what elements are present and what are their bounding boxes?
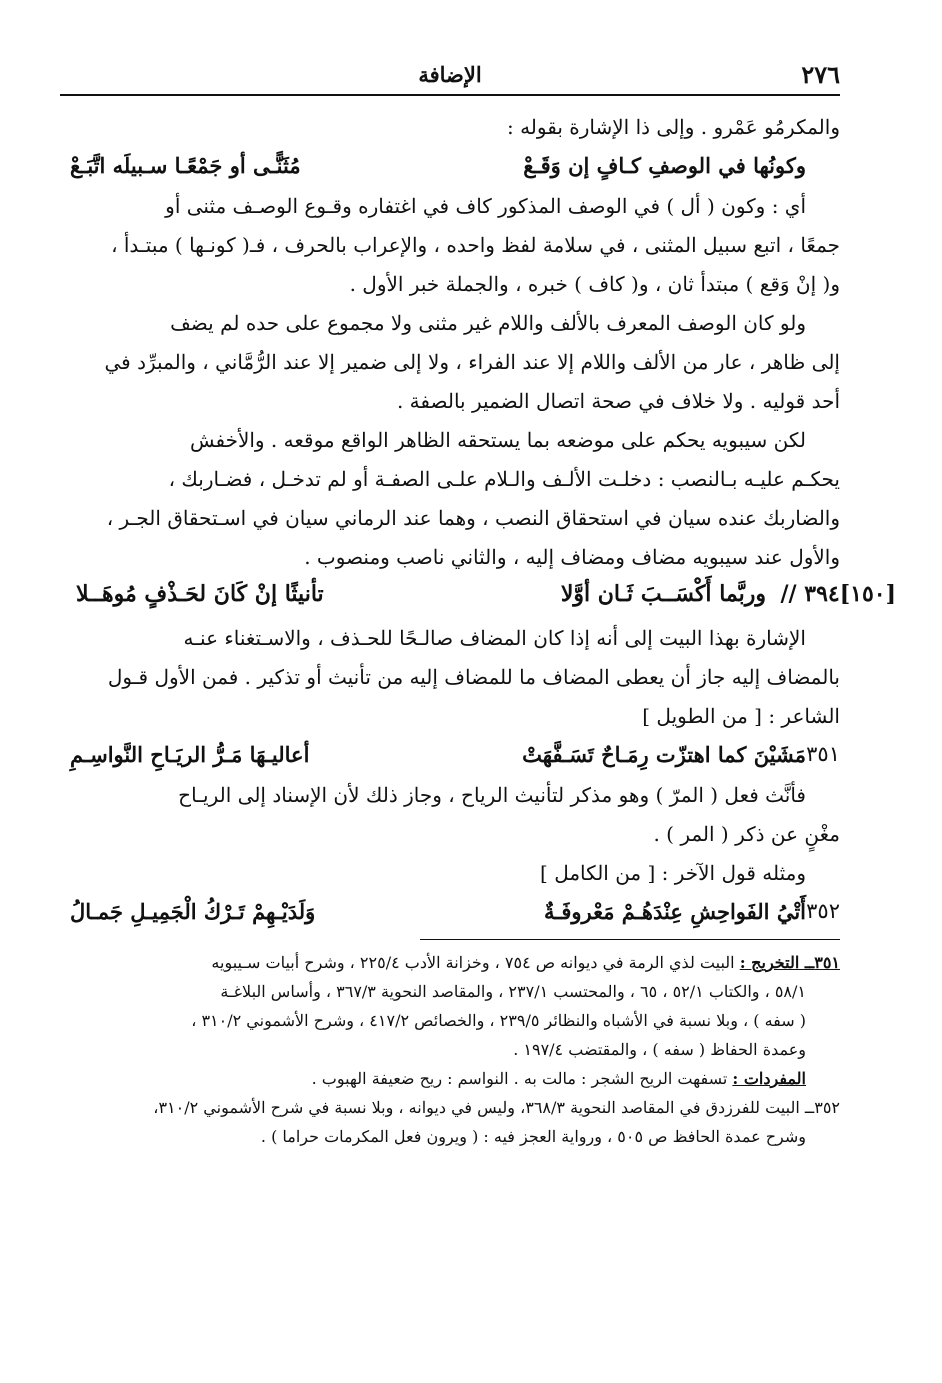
page-number: ٢٧٦ — [801, 60, 840, 89]
para-line: فأنَّث فعل ( المرّ ) وهو مذكر لتأنيث الرياح ، وجاز ذلك لأن الإسناد إلى الريـاح — [178, 783, 806, 807]
verse-first-hemistich: أَتْيُ الفَواحِشِ عِنْدَهُـمْ مَعْروفَـةٌ — [543, 899, 806, 924]
para-line: أحد قوليه . ولا خلاف في صحة اتصال الضمير بالصفة . — [396, 389, 840, 413]
verse-number: [١٥٠]٣٩٤ // — [780, 581, 896, 607]
verse-number: ٣٥٢ — [806, 899, 840, 923]
para-line: جمعًا ، اتبع سبيل المثنى ، في سلامة لفظ واحده ، والإعراب بالحرف ، فـ( كونـها ) مبتـدأ ، — [111, 233, 840, 257]
footnote-line: ( سفه ) ، وبلا نسبة في الأشباه والنظائر ٢٣٩/٥ ، والخصائص ٤١٧/٢ ، وشرح الأشموني ٣١٠/٢ ، — [191, 1011, 806, 1030]
footnote-line: وعمدة الحفاظ ( سفه ) ، والمقتضب ١٩٧/٤ . — [513, 1040, 806, 1059]
page-header — [60, 58, 840, 96]
para-line: إلى ظاهر ، عار من الألف واللام إلا عند الفراء ، ولا إلى ضمير إلا عند الرُّمَّاني ، والمبرِّد في — [104, 350, 840, 374]
running-title: الإضافة — [418, 62, 482, 87]
para-line: الشاعر : [ من الطويل ] — [642, 704, 840, 728]
para-line: والضاربك عنده سيان في استحقاق النصب ، وهما عند الرماني سيان في اسـتحقاق الجـر ، — [106, 506, 840, 530]
footnote-line: ٣٥١ــ التخريج : البيت لذي الرمة في ديوانه ص ٧٥٤ ، وخزانة الأدب ٢٢٥/٤ ، وشرح أبيات سـيبويه — [211, 953, 840, 972]
body-line: والمكرمُو عَمْرو . وإلى ذا الإشارة بقوله : — [506, 115, 840, 139]
footnotes — [60, 948, 840, 1151]
verse-351 — [60, 736, 840, 776]
footnote-line: ٣٥٢ــ البيت للفرزدق في المقاصد النحوية ٣٦٨/٣، وليس في ديوانه ، وبلا نسبة في شرح الأشموني ٣١٠/٢، — [153, 1098, 840, 1117]
footnote-label: المفردات : — [732, 1069, 806, 1088]
footnote-separator — [420, 939, 840, 940]
verse-second-hemistich: مُثَنًّـى أو جَمْعًـا سـبيلَه اتَّبَـعْ — [70, 153, 301, 178]
verse-second-hemistich: وَلَدَيْـهِمْ تَـرْكُ الْجَمِيـلِ جَمـالُ — [70, 899, 316, 924]
verse-alfiyya-1 — [60, 147, 840, 187]
footnote-line: ٥٨/١ ، والكتاب ٥٢/١ ، ٦٥ ، والمحتسب ٢٣٧/١ ، والمقاصد النحوية ٣٦٧/٣ ، وأساس البلاغـة — [220, 982, 806, 1001]
para-line: يحكـم عليـه بـالنصب : دخلـت الألـف والـلام علـى الصفـة أو لم تدخـل ، فضـاربك ، — [168, 467, 840, 491]
para-line: أي : وكون ( أل ) في الوصف المذكور كاف في اغتفاره وقـوع الوصـف مثنى أو — [165, 194, 806, 218]
para-line: الإشارة بهذا البيت إلى أنه إذا كان المضاف صالـحًا للحـذف ، والاسـتغناء عنـه — [183, 626, 806, 650]
para-line: ومثله قول الآخر : [ من الكامل ] — [540, 861, 806, 885]
verse-394 — [60, 577, 896, 619]
verse-first-hemistich: وكونُها في الوصفِ كـافٍ إن وَقَـعْ — [523, 153, 806, 178]
footnote-line: المفردات : تسفهت الريح الشجر : مالت به . النواسم : ريح ضعيفة الهبوب . — [311, 1069, 806, 1088]
para-line: والأول عند سيبويه مضاف ومضاف إليه ، والثاني ناصب ومنصوب . — [304, 545, 840, 569]
para-line: ولو كان الوصف المعرف بالألف واللام غير مثنى ولا مجموع على حده لم يضف — [170, 311, 806, 335]
book-page — [60, 58, 896, 1151]
verse-second-hemistich: تأنيثًا إنْ كَانَ لحَـذْفٍ مُوهَــلا — [76, 581, 324, 607]
para-line: مغْنٍ عن ذكر ( المر ) . — [653, 822, 840, 846]
verse-352 — [60, 893, 840, 933]
para-line: و( إنْ وَقع ) مبتدأ ثان ، و( كاف ) خبره ، والجملة خبر الأول . — [349, 272, 840, 296]
verse-first-hemistich: مَشَيْنَ كما اهتزّت رِمَـاحٌ تَسَـفَّهَتْ — [522, 742, 806, 767]
para-line: لكن سيبويه يحكم على موضعه بما يستحقه الظاهر الواقع موقعه . والأخفش — [189, 428, 806, 452]
verse-number: ٣٥١ — [806, 742, 840, 766]
footnote-label: ٣٥١ــ التخريج : — [739, 953, 840, 972]
verse-first-hemistich: وربَّما أَكْسَــبَ ثَـان أوَّلا — [560, 581, 766, 607]
verse-second-hemistich: أعاليـهَا مَـرُّ الريَـاحِ النَّواسِـمِ — [70, 742, 310, 767]
para-line: بالمضاف إليه جاز أن يعطى المضاف ما للمضاف إليه من تأنيث أو تذكير . فمن الأول قـول — [107, 665, 840, 689]
footnote-line: وشرح عمدة الحافظ ص ٥٠٥ ، ورواية العجز فيه : ( ويرون فعل المكرمات حراما ) . — [260, 1127, 806, 1146]
